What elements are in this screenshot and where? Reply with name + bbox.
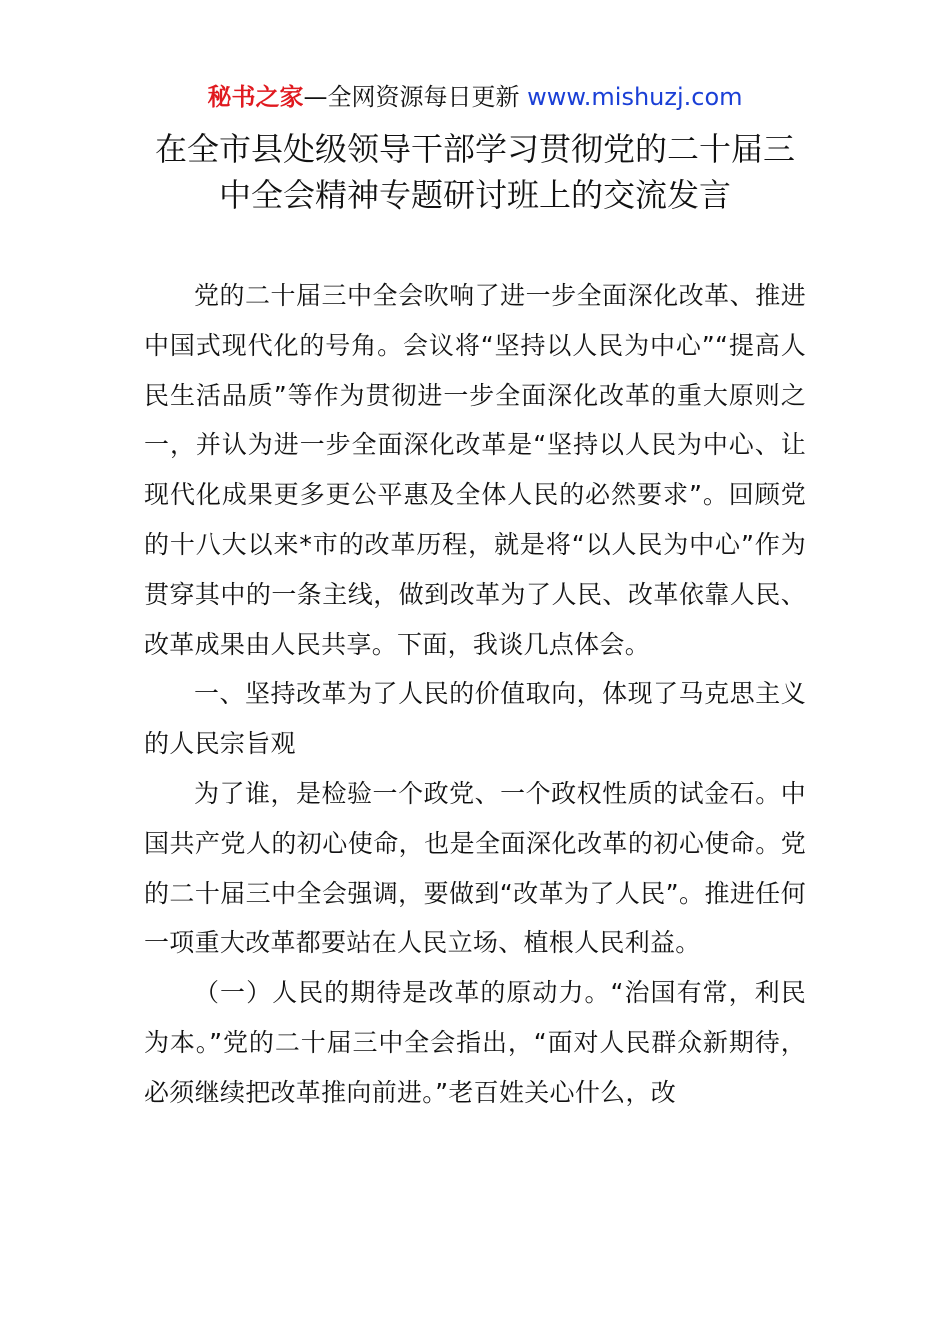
document-title [120, 126, 830, 218]
section-heading-1: 一、坚持改革为了人民的价值取向，体现了马克思主义的人民宗旨观 [144, 679, 806, 759]
intro-paragraph: 党的二十届三中全会吹响了进一步全面深化改革、推进中国式现代化的号角。会议将“坚持以人民为中心”“提高人民生活品质”等作为贯彻进一步全面深化改革的重大原则之一，并认为进一步全面深化改革是“坚持以人民为中心、让现代化成果更多更公平惠及全体人民的必然要求”。回顾党的十八大以来*市的改革历程，就是将“以人民为中心”作为贯穿其中的一条主线，做到改革为了人民、改革依靠人民、改革成果由人民共享。下面，我谈几点体会。 [144, 281, 806, 659]
document-body [144, 271, 806, 1118]
header-tagline: —全网资源每日更新 [303, 83, 520, 111]
site-url-link[interactable]: www.mishuzj.com [527, 83, 743, 111]
document-title-line-1: 在全市县处级领导干部学习贯彻党的二十届三 [154, 130, 795, 168]
site-header [0, 80, 950, 114]
subsection-paragraph-1: （一）人民的期待是改革的原动力。“治国有常，利民为本。”党的二十届三中全会指出，“面对人民群众新期待，必须继续把改革推向前进。”老百姓关心什么，改 [144, 978, 806, 1107]
brand-name: 秘书之家 [207, 83, 304, 111]
body-paragraph: 为了谁，是检验一个政党、一个政权性质的试金石。中国共产党人的初心使命，也是全面深化改革的初心使命。党的二十届三中全会强调，要做到“改革为了人民”。推进任何一项重大改革都要站在人民立场、植根人民利益。 [144, 778, 806, 958]
document-title-line-2: 中全会精神专题研讨班上的交流发言 [218, 176, 731, 214]
